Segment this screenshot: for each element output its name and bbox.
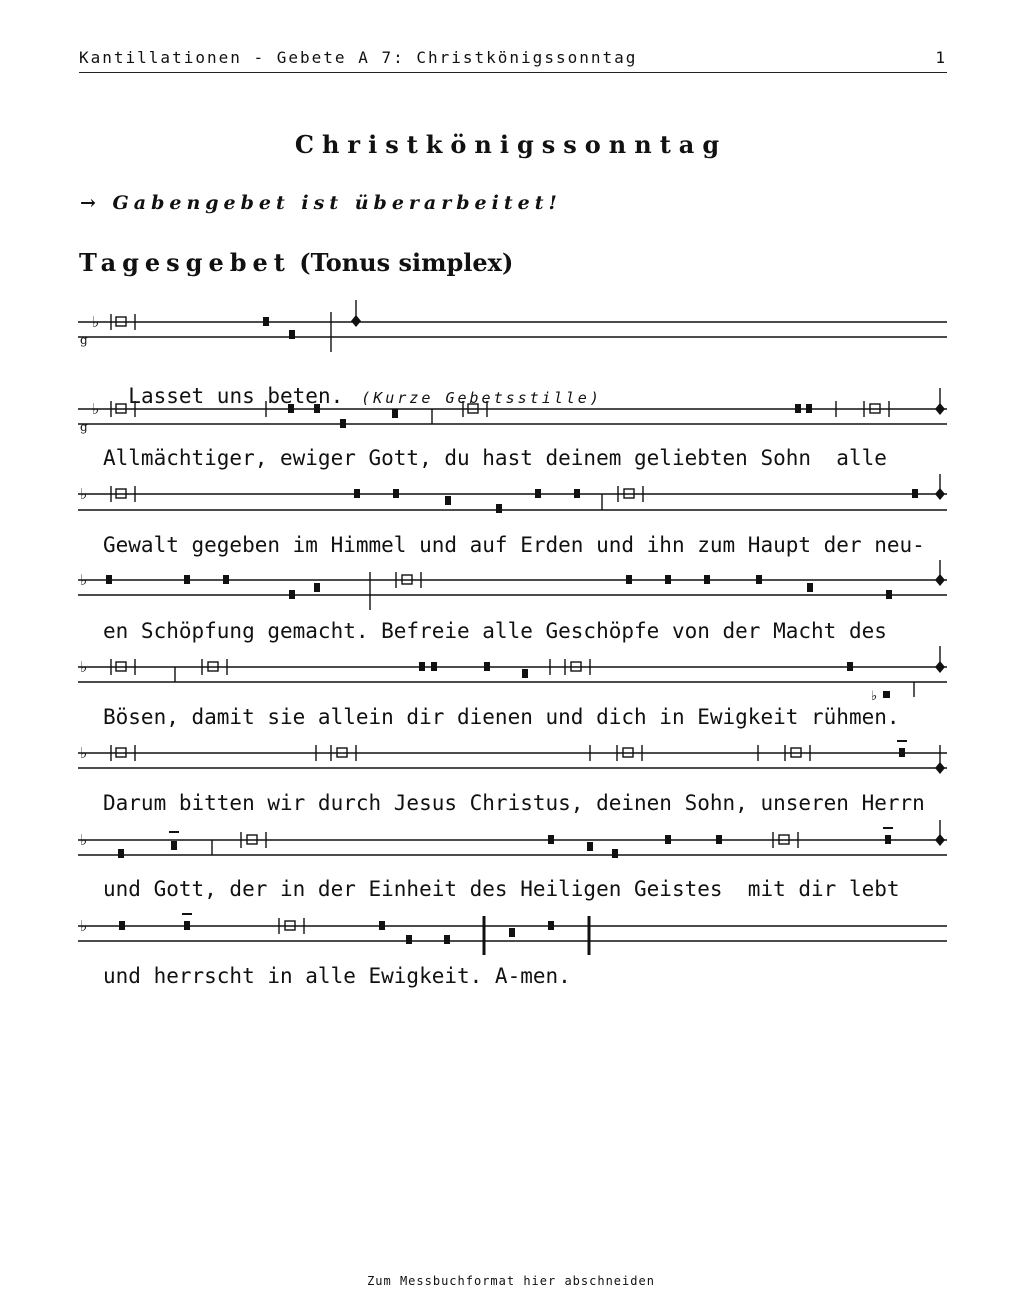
pause-annotation: (Kurze Gebetsstille) <box>361 389 602 407</box>
svg-text:♭: ♭ <box>92 400 100 418</box>
lyric-line-1: Lasset uns beten. (Kurze Gebetsstille) <box>128 384 602 408</box>
lyric-line-2: Allmächtiger, ewiger Gott, du hast deinem geliebten Sohn alle <box>103 446 887 470</box>
svg-text:♭: ♭ <box>80 658 88 676</box>
lyric-line-8: und herrscht in alle Ewigkeit. A-men. <box>103 964 571 988</box>
lyric-line-4: en Schöpfung gemacht. Befreie alle Geschöpfe von der Macht des <box>103 619 887 643</box>
section-heading-main: Tagesgebet <box>79 248 291 277</box>
section-heading-sub: (Tonus simplex) <box>299 248 514 277</box>
revision-note-text: Gabengebet ist überarbeitet! <box>112 192 562 214</box>
header-title: Kantillationen - Gebete A 7: Christkönigssonntag <box>79 48 638 67</box>
arrow-icon: → <box>80 192 101 214</box>
footer-cut-note: Zum Messbuchformat hier abschneiden <box>367 1274 655 1288</box>
page-title: Christkönigssonntag <box>294 130 728 159</box>
svg-text:♭: ♭ <box>80 831 88 849</box>
page-number: 1 <box>935 48 947 67</box>
lyric-line-3: Gewalt gegeben im Himmel und auf Erden und ihn zum Haupt der neu- <box>103 533 925 557</box>
svg-text:♭: ♭ <box>871 689 878 704</box>
svg-text:♭: ♭ <box>80 485 88 503</box>
svg-text:g: g <box>80 420 88 434</box>
svg-text:♭: ♭ <box>80 744 88 762</box>
svg-text:♭: ♭ <box>92 313 100 331</box>
svg-text:♭: ♭ <box>80 917 88 935</box>
svg-text:g: g <box>80 333 88 347</box>
lyric-line-5: Bösen, damit sie allein dir dienen und dich in Ewigkeit rühmen. <box>103 705 900 729</box>
lyric-line-6: Darum bitten wir durch Jesus Christus, deinen Sohn, unseren Herrn <box>103 791 925 815</box>
svg-text:♭: ♭ <box>80 571 88 589</box>
lyric-line-7: und Gott, der in der Einheit des Heiligen Geistes mit dir lebt <box>103 877 900 901</box>
